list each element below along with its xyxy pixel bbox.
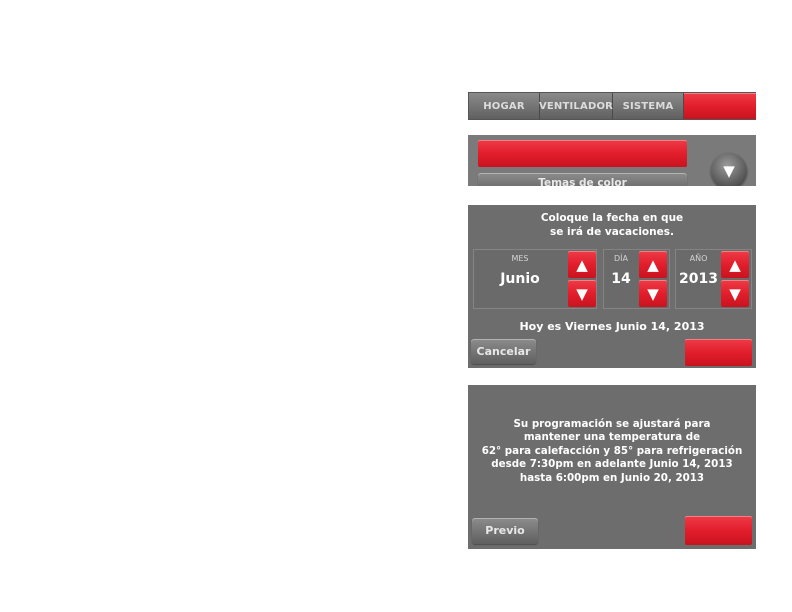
schedule-summary <box>468 418 756 485</box>
tab-bar <box>468 92 756 120</box>
up-arrow-icon: ▲ <box>647 255 659 274</box>
summary-line: 62° para calefacción y 85° para refrigeración <box>481 444 743 457</box>
date-confirm-button[interactable] <box>685 339 752 366</box>
year-field <box>675 249 752 309</box>
tab-hogar[interactable]: HOGAR <box>469 93 540 119</box>
day-field <box>603 249 670 309</box>
month-label: MES <box>511 254 529 263</box>
year-value: 2013 <box>679 271 718 287</box>
month-up-button[interactable] <box>568 251 596 278</box>
month-field <box>473 249 597 309</box>
menu-item-color-themes[interactable]: Temas de color <box>478 173 687 186</box>
year-label: AÑO <box>689 254 708 263</box>
tab-sistema[interactable]: SISTEMA <box>613 93 684 119</box>
summary-line: mantener una temperatura de <box>523 431 701 444</box>
down-arrow-icon: ▼ <box>647 284 659 303</box>
day-up-button[interactable] <box>639 251 667 278</box>
date-prompt <box>468 211 756 239</box>
year-down-button[interactable] <box>721 280 749 307</box>
previous-button[interactable]: Previo <box>472 518 538 544</box>
year-up-button[interactable] <box>721 251 749 278</box>
cancel-button[interactable]: Cancelar <box>471 339 536 364</box>
down-arrow-icon: ▼ <box>729 284 741 303</box>
day-label: DÍA <box>614 254 628 263</box>
day-value: 14 <box>611 271 631 287</box>
down-arrow-icon: ▼ <box>576 284 588 303</box>
menu-panel <box>468 135 756 186</box>
date-screen <box>468 205 756 368</box>
down-arrow-icon: ▼ <box>723 162 735 180</box>
up-arrow-icon: ▲ <box>729 255 741 274</box>
summary-screen <box>468 385 756 549</box>
date-prompt-line2: se irá de vacaciones. <box>550 226 674 238</box>
summary-confirm-button[interactable] <box>685 516 752 545</box>
tab-ventilador[interactable]: VENTILADOR <box>540 93 613 119</box>
summary-line: desde 7:30pm en adelante Junio 14, 2013 <box>491 458 733 471</box>
date-prompt-line1: Coloque la fecha en que <box>540 212 684 224</box>
summary-line: hasta 6:00pm en Junio 20, 2013 <box>519 471 705 484</box>
summary-line: Su programación se ajustará para <box>513 418 711 430</box>
month-value: Junio <box>500 271 540 287</box>
tab-highlighted[interactable] <box>684 93 756 119</box>
scroll-down-button[interactable] <box>711 153 747 186</box>
month-down-button[interactable] <box>568 280 596 307</box>
menu-item-highlighted[interactable] <box>478 140 687 167</box>
current-date-text: Hoy es Viernes Junio 14, 2013 <box>519 320 705 333</box>
up-arrow-icon: ▲ <box>576 255 588 274</box>
day-down-button[interactable] <box>639 280 667 307</box>
